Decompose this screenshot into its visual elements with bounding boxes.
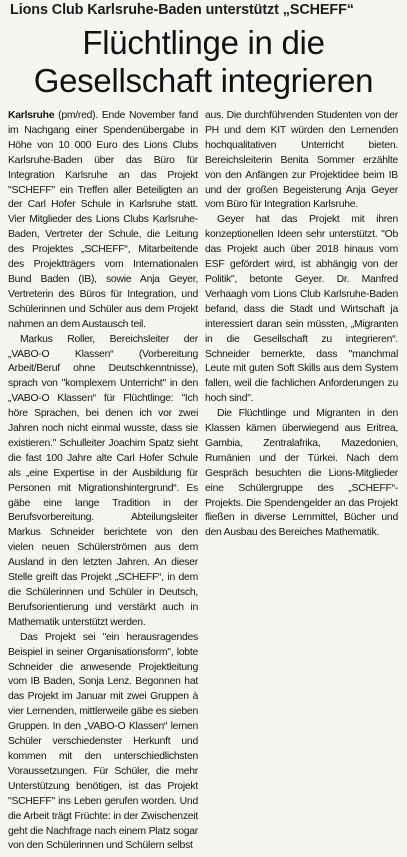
- article-paragraph-2: Markus Roller, Bereichsleiter der „VABO-O Klassen“ (Vorbereitung Arbeit/Beruf ohne Deutschkenntnisse), sprach von "komplexem Unterricht" in den „VABO-O Klassen“ für Flüchtlinge: "Ich höre Sprachen, bei denen ich vor zwei Jahren noch nicht einmal wusste, dass sie existieren." Schulleiter Joachim Spatz sieht die fast 100 Jahre alte Carl Hofer Schule als „eine Expertise in der Ausbildung für Personen mit Migrationshintergrund“. Es gäbe eine lange Tradition in der Berufsvorbereitung. Abteilungsleiter Markus Schneider berichtete von den vielen neuen Schülerströmen aus dem Ausland in den letzten Jahren. An dieser Stelle greift das Projekt „SCHEFF“, in dem die Schülerinnen und Schüler in Deutsch, Berufsorientierung und verstärkt auch in Mathematik unterstützt werden.: [8, 333, 198, 628]
- article-paragraph-3-continued: aus. Die durchführenden Studenten von der PH und dem KIT würden den Lernenden hochqualitativen Unterricht bieten. Bereichsleiterin Benita Sommer erzählte von den Anfängen zur Projektidee beim IB und der großen Begeisterung Anja Geyer vom Büro für Integration Karlsruhe.: [205, 110, 398, 211]
- article-paragraph-3: Das Projekt sei "ein herausragendes Beispiel in seiner Organisationsform", lobte Schneider die anwesende Projektleitung vom IB Baden, Sonja Lenz. Begonnen hat das Projekt im Januar mit zwei Gruppen à vier Lernenden, mittlerweile gäbe es sieben Gruppen. In den „VABO-O Klassen“ lernen Schüler verschiedenster Herkunft und kommen mit den unterschiedlichsten Voraussetzungen. Für Schüler, die mehr Unterstützung benötigen, ist das Projekt "SCHEFF" ins Leben gerufen worden. Und die Arbeit trägt Früchte: in der Zwischenzeit geht die Nachfrage nach einem Platz sogar von den Schülerinnen und Schülern selbst: [8, 631, 198, 852]
- paragraph-1-text: (pm/red). Ende November fand im Nachgang einer Spendenübergabe in Höhe von 10 000 Euro des Lions Clubs Karlsruhe-Baden über das Büro für Integration Karlsruhe an das Projekt "SCHEFF" ein Treffen aller Beteiligten an der Carl Hofer Schule in Karlsruhe statt. Vier Mitglieder des Lions Clubs Karlsruhe-Baden, Vertreter der Schule, die Leitung des Projektes „SCHEFF“, Mitarbeitende des Projektträgers vom Internationalen Bund Baden (IB), sowie Anja Geyer, Vertreterin des Büros für Integration, und Schülerinnen und Schüler aus dem Projekt nahmen an dem Austausch teil.: [8, 110, 198, 330]
- article-paragraph-1: [8, 109, 198, 333]
- headline-line-1: Flüchtlinge in die: [82, 24, 325, 61]
- article-kicker: Lions Club Karlsruhe-Baden unterstützt „SCHEFF“: [10, 2, 354, 18]
- dateline-place: Karlsruhe: [8, 110, 55, 121]
- headline-line-2: Gesellschaft integrieren: [33, 62, 374, 99]
- article-column-left: [8, 109, 198, 854]
- article-column-right: [205, 109, 398, 541]
- article-paragraph-4: Geyer hat das Projekt mit ihren konzeptionellen Ideen sehr unterstützt. "Ob das Projekt auch über 2018 hinaus vom ESF gefördert wird, ist abhängig von der Politik", betonte Geyer. Dr. Manfred Verhaagh vom Lions Club Karlsruhe-Baden befand, dass die Stadt und Wirtschaft ja interessiert daran sein müssten, „Migranten in die Gesellschaft zu integrieren“. Schneider bemerkte, dass "manchmal Leute mit guten Soft Skills aus dem System fallen, weil die fachlichen Anforderungen zu hoch sind".: [205, 214, 398, 405]
- article-headline: [0, 24, 407, 100]
- article-paragraph-5: Die Flüchtlinge und Migranten in den Klassen kämen überwiegend aus Eritrea, Gambia, Zentralafrika, Mazedonien, Rumänien und der Türkei. Nach dem Gespräch besuchten die Lions-Mitglieder eine Schülergruppe des „SCHEFF“-Projekts. Die Spendengelder an das Projekt fließen in diverse Lernmittel, Bücher und den Ausbau des Bereiches Mathematik.: [205, 408, 398, 539]
